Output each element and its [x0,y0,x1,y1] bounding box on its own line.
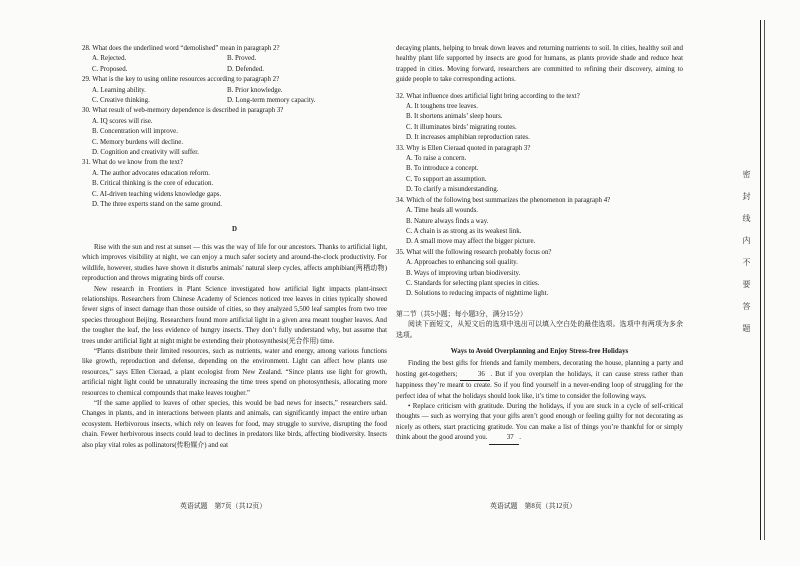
option-c: C. It illuminates birds’ migrating routes. [406,123,517,131]
section-letter: D [232,225,237,233]
option-c: C. Standards for selecting plant species in cities. [406,279,540,287]
seal-warning-text: 密封线内不要答题 [742,170,751,346]
question-32 [396,92,683,144]
option-b: B. Proved. [227,55,257,63]
option-d: D. To clarify a misunderstanding. [406,186,499,194]
passage-paragraph-4: “If the same applied to leaves of other species, this would be bad news for insects,” researchers said. Changes in plants, and in interactions between plants and animals, can significantly impact the entire urban ecosystem. Herbivorous insects, which rely on leaves for food, may struggle to survive, disrupting the food chain. Fewer herbivorous insects could lead to declines in predators like birds, affecting biodiversity. Insects also play vital roles as pollinators(传粉媒介) and eat [82,400,387,449]
seal-line-thin [764,20,765,540]
option-a: A. Approaches to enhancing soil quality. [406,259,518,267]
question-35 [396,248,683,300]
option-c: C. Creative thinking. [92,97,150,105]
question-29 [82,75,387,106]
right-column [396,44,683,445]
option-c: C. A chain is as strong as its weakest link. [406,227,522,235]
left-column [82,44,387,451]
passage-text: Finding the best gifts for friends and family members, decorating the house, planning a party and hosting get-togethers; [396,360,683,378]
question-34 [396,196,683,248]
question-stem: 28. What does the underlined word “demolished” mean in paragraph 2? [82,45,280,52]
passage-text: . [519,434,521,442]
question-stem: 33. Why is Ellen Cieraad quoted in paragraph 3? [396,144,531,152]
option-b: B. Prior knowledge. [227,86,283,94]
option-a: A. Learning ability. [92,86,146,94]
question-stem: 34. Which of the following best summarizes the phenomenon in paragraph 4? [396,196,611,204]
option-b: B. Nature always finds a way. [406,217,489,225]
option-b: B. To introduce a concept. [406,165,479,173]
section-2-instructions: 阅读下面短文，从短文后的选项中选出可以填入空白处的最佳选项。选项中有两项为多余选项。 [396,321,683,339]
seal-line [760,20,761,540]
option-a: A. To raise a concern. [406,155,467,163]
option-d: D. Defended. [227,65,264,73]
option-c: C. Proposed. [92,65,128,73]
option-a: A. IQ scores will rise. [92,117,153,125]
option-b: B. Ways of improving urban biodiversity. [406,269,521,277]
passage-text: . But if you overplan the holidays, it can cause stress rather than happiness they’re meant to create. So if you find yourself in a never-ending loop of struggling for the perfect idea of what the holidays should look like, it’s time to consider the following ways. [396,370,683,400]
question-stem: 35. What will the following research probably focus on? [396,248,552,256]
option-c: C. AI-driven teaching widens knowledge gaps. [92,190,222,198]
question-33 [396,144,683,196]
option-b: B. Critical thinking is the core of education. [92,180,214,188]
passage-paragraph-3: “Plants distribute their limited resources, such as nutrients, water and energy, among various functions like growth, reproduction and defense, depending on the environment. Light can affect how plants use resources,” says Ellen Cieraad, a plant ecologist from New Zealand. “Since plants use light for growth, artificial night light could be unnaturally increasing the time trees spend on photosynthesis, allocating more resources to chemical compounds that make leaves tougher.” [82,347,387,397]
option-a: A. It toughens tree leaves. [406,103,478,111]
question-stem: 30. What result of web-memory dependence is described in paragraph 3? [82,107,284,115]
option-d: D. Cognition and creativity will suffer. [92,149,199,157]
seal-margin [734,20,774,540]
passage-d [82,243,387,451]
section-2-heading: 第二节（共5小题；每小题3分，满分15分） [396,310,527,318]
option-d: D. A small move may affect the bigger picture. [406,238,536,246]
page-footer-left: 英语试题 第7页（共12页） [180,503,267,510]
passage-paragraph-2: New research in Frontiers in Plant Science investigated how artificial light impacts plant-insect relationships. Researchers from Chinese Academy of Sciences noticed tree leaves in cities typically showed fewer signs of insect damage than those outside of cities, so they analyzed 5,500 leaf samples from two tree species throughout Beijing. Researchers found more artificial light in a given area meant tougher leaves. And the tougher the leaf, the less evidence of hungry insects. They don’t fully understand why, but assume that trees under artificial light at night might be extending their photosynthesis(光合作用) time. [82,285,387,345]
question-stem: 31. What do we know from the text? [82,159,183,167]
page-footer-right: 英语试题 第8页（共12页） [490,503,577,510]
question-stem: 32. What influence does artificial light bring according to the text? [396,92,580,100]
blank-37: 37 [489,433,519,444]
option-a: A. The author advocates education reform. [92,169,210,177]
passage-text: • Replace criticism with gratitude. During the holidays, if you are stuck in a cycle of self-critical thoughts — such as worrying that your gifts aren’t good enough or feeling guilty for not decorating as nicely as others, start practicing gratitude. You can make a list of things you’re thankful for or simply think about the good around you. [396,403,683,442]
option-a: A. Time heals all wounds. [406,207,478,215]
blank-36: 36 [460,370,490,381]
passage-continuation: decaying plants, helping to break down leaves and returning nutrients to soil. In cities, healthy soil and healthy plant life supported by insects are good for humans, as plants provide shade and reduce heat trapped in cities. Moving forward, researchers are committed to refining their discovery, aiming to guide people to take corresponding actions. [396,45,683,84]
passage-paragraph-1 [396,359,683,402]
question-28 [82,44,387,75]
passage-paragraph-1: Rise with the sun and rest at sunset — this was the way of life for our ancestors. Thanks to artificial light, which improves visibility at night, we can enjoy a much safer society and around-the-clock productivity. For wildlife, however, studies have shown it disturbs animals’ natural sleep cycles, affects amphibian(两栖动物) reproduction and throws migrating birds off course. [82,243,387,283]
option-b: B. Concentration will improve. [92,128,178,136]
option-d: D. Solutions to reducing impacts of nighttime light. [406,290,549,298]
option-c: C. To support an assumption. [406,175,487,183]
passage-paragraph-2 [396,402,683,445]
question-30 [82,106,387,158]
option-d: D. The three experts stand on the same ground. [92,201,222,209]
option-c: C. Memory burdens will decline. [92,138,184,146]
question-stem: 29. What is the key to using online resources according to paragraph 2? [82,76,280,84]
option-a: A. Rejected. [92,55,127,63]
option-d: D. It increases amphibian reproduction rates. [406,134,530,142]
option-b: B. It shortens animals’ sleep hours. [406,113,503,121]
question-31 [82,158,387,210]
passage-title: Ways to Avoid Overplanning and Enjoy Stress-free Holidays [450,347,629,355]
option-d: D. Long-term memory capacity. [227,97,316,105]
